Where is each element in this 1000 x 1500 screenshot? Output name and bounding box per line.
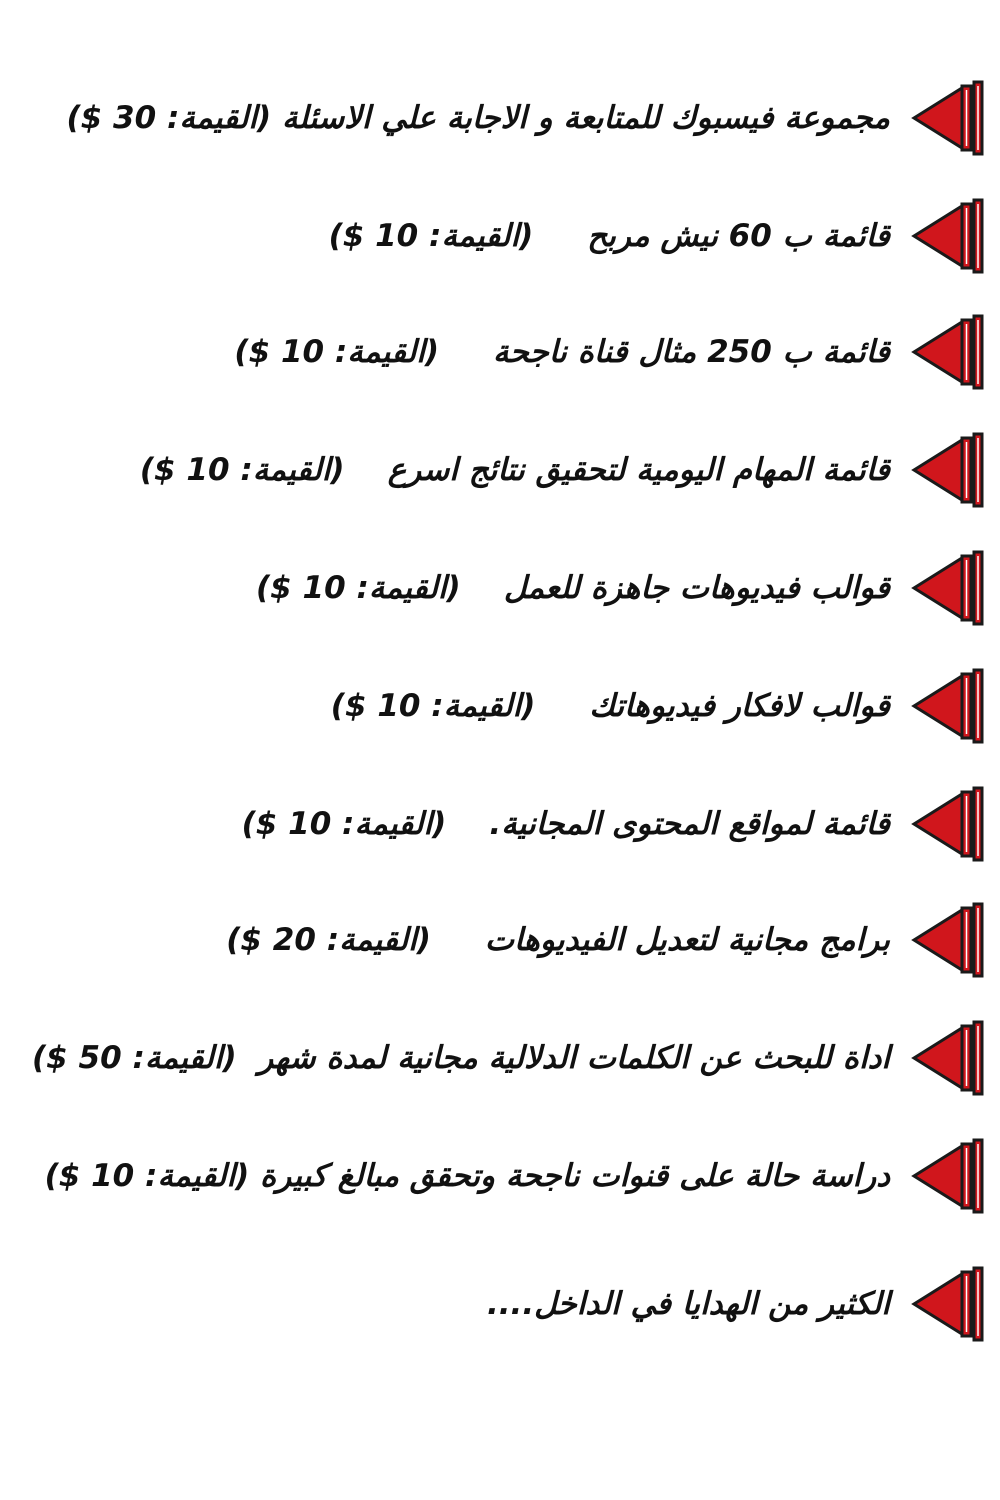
list-item xyxy=(0,548,1000,628)
list-item-text: قوالب فيديوهات جاهزة للعمل (القيمة: 10 $) xyxy=(256,570,890,606)
red-arrow-bullet-icon xyxy=(910,430,986,510)
red-arrow-bullet-icon xyxy=(910,1018,986,1098)
red-arrow-bullet-icon xyxy=(910,78,986,158)
list-item xyxy=(0,78,1000,158)
red-arrow-bullet-icon xyxy=(910,1136,986,1216)
list-item xyxy=(0,784,1000,864)
red-arrow-bullet-icon xyxy=(910,196,986,276)
red-arrow-bullet-icon xyxy=(910,666,986,746)
list-item-text: دراسة حالة على قنوات ناجحة وتحقق مبالغ كبيرة (القيمة: 10 $) xyxy=(44,1158,890,1194)
list-item-text: قائمة ب 250 مثال قناة ناجحة (القيمة: 10 $) xyxy=(234,334,890,370)
red-arrow-bullet-icon xyxy=(910,312,986,392)
list-item xyxy=(0,196,1000,276)
list-item xyxy=(0,1136,1000,1216)
list-item xyxy=(0,430,1000,510)
list-item-text: قائمة المهام اليومية لتحقيق نتائج اسرع (القيمة: 10 $) xyxy=(139,452,890,488)
list-item-text: قوالب لافكار فيديوهاتك (القيمة: 10 $) xyxy=(330,688,890,724)
list-item-text: قائمة لمواقع المحتوى المجانية. (القيمة: 10 $) xyxy=(241,806,890,842)
list-item xyxy=(0,666,1000,746)
list-item-text: اداة للبحث عن الكلمات الدلالية مجانية لمدة شهر (القيمة: 50 $) xyxy=(31,1040,890,1076)
red-arrow-bullet-icon xyxy=(910,900,986,980)
list-item xyxy=(0,1264,1000,1344)
list-item-text: مجموعة فيسبوك للمتابعة و الاجابة علي الاسئلة (القيمة: 30 $) xyxy=(66,100,890,136)
list-item-text: قائمة ب 60 نيش مربح (القيمة: 10 $) xyxy=(328,218,890,254)
red-arrow-bullet-icon xyxy=(910,548,986,628)
list-item-text: برامج مجانية لتعديل الفيديوهات (القيمة: 20 $) xyxy=(226,922,890,958)
list-item-text: الكثير من الهدايا في الداخل.... xyxy=(486,1286,890,1322)
red-arrow-bullet-icon xyxy=(910,1264,986,1344)
red-arrow-bullet-icon xyxy=(910,784,986,864)
list-item xyxy=(0,900,1000,980)
list-item xyxy=(0,1018,1000,1098)
list-item xyxy=(0,312,1000,392)
